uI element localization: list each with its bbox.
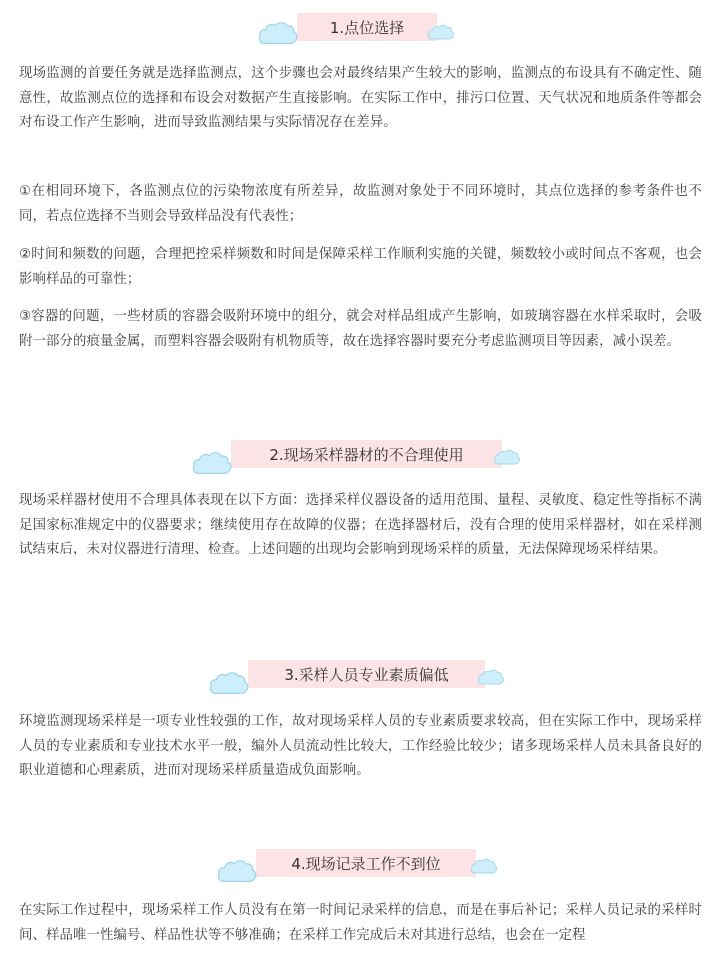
cloud-icon (427, 23, 455, 41)
paragraph-4-1: 在实际工作过程中，现场采样工作人员没有在第一时间记录采样的信息，而是在事后补记；采样人员记录的采样时间、样品唯一性编号、样品性状等不够准确；在采样工作完成后未对其进行总结，也会在一定程 (19, 903, 702, 943)
section-heading-1 (0, 7, 721, 47)
section-heading-2 (0, 434, 721, 474)
section-heading-4 (0, 843, 721, 883)
section-heading-3 (0, 654, 721, 694)
cloud-icon (470, 857, 498, 875)
paragraph-1-4: ③容器的问题，一些材质的容器会吸附环境中的组分，就会对样品组成产生影响，如玻璃容器在水样采取时，会吸附一部分的痕量金属，而塑料容器会吸附有机物质等，故在选择容器时要充分考虑监测项目等因素，减小误差。 (19, 309, 702, 349)
cloud-icon (477, 668, 505, 686)
section-title-4: 4.现场记录工作不到位 (256, 849, 476, 877)
cloud-icon (216, 858, 258, 884)
paragraph-1-3: ②时间和频数的问题，合理把控采样频数和时间是保障采样工作顺利实施的关键，频数较小或时间点不客观，也会影响样品的可靠性； (19, 247, 702, 287)
cloud-icon (208, 670, 250, 696)
paragraph-1-1: 现场监测的首要任务就是选择监测点，这个步骤也会对最终结果产生较大的影响，监测点的布设具有不确定性、随意性，故监测点位的选择和布设会对数据产生直接影响。在实际工作中，排污口位置、天气状况和地质条件等都会对布设工作产生影响，进而导致监测结果与实际情况存在差异。 (19, 66, 702, 130)
section-title-1: 1.点位选择 (297, 13, 437, 41)
section-title-2: 2.现场采样器材的不合理使用 (231, 440, 502, 468)
cloud-icon (493, 448, 521, 466)
paragraph-2-1: 现场采样器材使用不合理具体表现在以下方面：选择采样仪器设备的适用范围、量程、灵敏度、稳定性等指标不满足国家标准规定中的仪器要求；继续使用存在故障的仪器；在选择器材后，没有合理的使用采样器材，如在采样测试结束后，未对仪器进行清理、检查。上述问题的出现均会影响到现场采样的质量，无法保障现场采样结果。 (19, 493, 702, 557)
cloud-icon (191, 450, 233, 476)
paragraph-3-1: 环境监测现场采样是一项专业性较强的工作，故对现场采样人员的专业素质要求较高，但在实际工作中，现场采样人员的专业素质和专业技术水平一般，编外人员流动性比较大，工作经验比较少；诸多现场采样人员未具备良好的职业道德和心理素质，进而对现场采样质量造成负面影响。 (19, 714, 702, 778)
cloud-icon (257, 20, 299, 46)
section-title-3: 3.采样人员专业素质偏低 (248, 660, 485, 688)
paragraph-1-2: ①在相同环境下，各监测点位的污染物浓度有所差异，故监测对象处于不同环境时，其点位选择的参考条件也不同，若点位选择不当则会导致样品没有代表性； (19, 184, 702, 224)
